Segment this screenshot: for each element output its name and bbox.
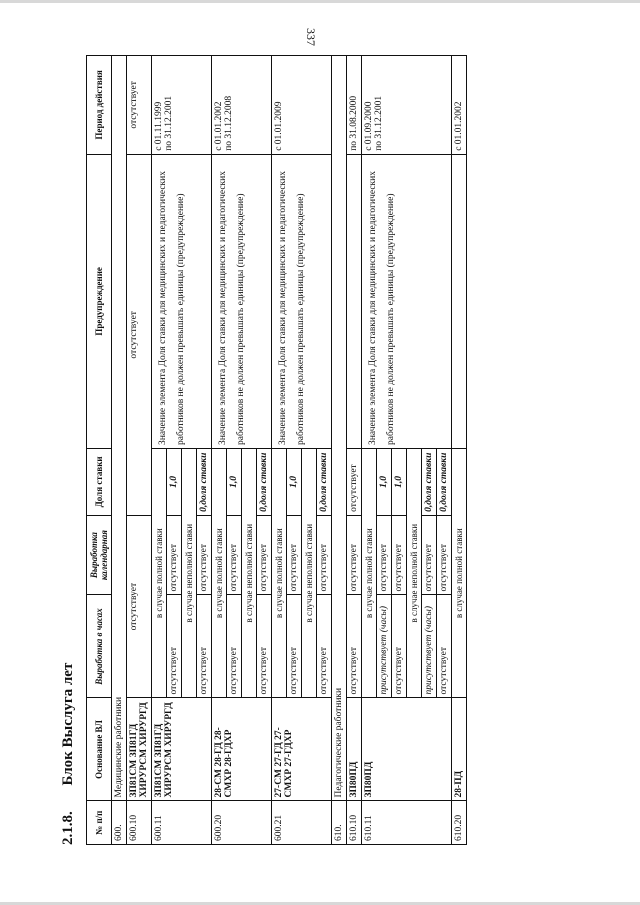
- header-warning: Предупреждение: [87, 154, 112, 448]
- table-cell: в случае полной ставки: [452, 448, 467, 698]
- table-cell: отсутствует: [167, 515, 182, 595]
- period-from: с 01.01.2002: [214, 101, 224, 151]
- table-cell: с 01.01.2002: [452, 56, 467, 155]
- table-cell: 610.20: [452, 801, 467, 845]
- table-cell: 1,0: [377, 448, 392, 515]
- table-cell: [152, 56, 212, 155]
- table-cell: в случае неполной ставки: [242, 448, 257, 698]
- table-cell: ЗП80ПД: [347, 698, 362, 801]
- table-cell: 27-СМ 27-ГД 27-СМХР 27-ГДХР: [272, 698, 332, 801]
- table-cell: в случае неполной ставки: [407, 448, 422, 698]
- period-from: с 01.09.2000: [364, 101, 374, 151]
- section-heading: [60, 663, 77, 845]
- table-cell: 600.: [112, 801, 127, 845]
- header-num: № п/п: [87, 801, 112, 845]
- table-cell: Значение элемента Доля ставки для медицинских и педагогических работников не должен превышать единицы (предупреждение): [362, 154, 452, 448]
- table-cell: в случае полной ставки: [152, 448, 167, 698]
- header-rate: Доля ставки: [87, 448, 112, 515]
- section-number: 2.1.8.: [60, 811, 76, 845]
- table-cell: Значение элемента Доля ставки для медицинских и педагогических работников не должен превышать единицы (предупреждение): [212, 154, 272, 448]
- period-from: с 01.11.1999: [154, 101, 164, 151]
- table-cell: отсутствует: [127, 154, 152, 515]
- period-to: по 31.12.2008: [224, 95, 234, 151]
- header-period: Период действия: [87, 56, 112, 155]
- group-row-medical: [112, 56, 127, 845]
- table-cell: Значение элемента Доля ставки для медицинских и педагогических работников не должен превышать единицы (предупреждение): [272, 154, 332, 448]
- table-cell: 610.11: [362, 801, 452, 845]
- group-row-teachers: [332, 56, 347, 845]
- table-cell: присутствует (часы): [422, 595, 437, 698]
- table-cell: Медицинские работники: [112, 56, 127, 801]
- table-cell: отсутствует: [227, 515, 242, 595]
- table-cell: отсутствует: [127, 515, 152, 698]
- table-cell: [347, 154, 362, 448]
- table-cell: отсутствует: [392, 595, 407, 698]
- table-cell: [212, 56, 272, 155]
- table-cell: отсутствует: [287, 595, 302, 698]
- table-cell: 610.10: [347, 801, 362, 845]
- table-cell: 0,доля ставки: [257, 448, 272, 515]
- table-cell: отсутствует: [127, 56, 152, 155]
- table-cell: 1,0: [167, 448, 182, 515]
- table-cell: 1,0: [227, 448, 242, 515]
- seniority-table: [86, 55, 467, 845]
- table-cell: ЗП81СМ ЗП81ГД ХИРУРСМ ХИРУРГД: [127, 698, 152, 801]
- table-cell: 600.20: [212, 801, 272, 845]
- header-basis: Основание ВЛ: [87, 698, 112, 801]
- table-cell: 1,0: [287, 448, 302, 515]
- table-cell: 600.10: [127, 801, 152, 845]
- table-row: [152, 56, 167, 845]
- table-cell: 0,доля ставки: [197, 448, 212, 515]
- table-cell: 610.: [332, 801, 347, 845]
- table-cell: 0,доля ставки: [317, 448, 332, 515]
- table-cell: отсутствует: [257, 595, 272, 698]
- table-cell: в случае полной ставки: [362, 448, 377, 698]
- table-cell: отсутствует: [197, 515, 212, 595]
- table-cell: [452, 154, 467, 448]
- table-cell: 28-ПД: [452, 698, 467, 801]
- table-header-row: [87, 56, 112, 845]
- table-cell: отсутствует: [257, 515, 272, 595]
- table-cell: 1,0: [392, 448, 407, 515]
- table-cell: ЗП81СМ ЗП81ГД ХИРУРСМ ХИРУРГД: [152, 698, 212, 801]
- header-hours: Выработка в часах: [87, 595, 112, 698]
- table-cell: присутствует (часы): [377, 595, 392, 698]
- table-cell: 600.21: [272, 801, 332, 845]
- table-cell: отсутствует: [197, 595, 212, 698]
- table-cell: 600.11: [152, 801, 212, 845]
- table-cell: отсутствует: [317, 515, 332, 595]
- table-cell: 28-СМ 28-ГД 28-СМХР 28-ГДХР: [212, 698, 272, 801]
- table-cell: отсутствует: [437, 595, 452, 698]
- table-row: [272, 56, 287, 845]
- header-calendar: Выработка календарная: [87, 515, 112, 595]
- table-cell: с 01.01.2009: [272, 56, 332, 155]
- table-cell: 0,доля ставки: [422, 448, 437, 515]
- table-cell: в случае неполной ставки: [302, 448, 317, 698]
- table-row: [347, 56, 362, 845]
- scan-edge-top: [0, 0, 640, 3]
- period-to: по 31.12.2001: [374, 95, 384, 151]
- table-cell: в случае полной ставки: [212, 448, 227, 698]
- table-cell: отсутствует: [167, 595, 182, 698]
- table-cell: отсутствует: [437, 515, 452, 595]
- table-cell: отсутствует: [287, 515, 302, 595]
- table-cell: отсутствует: [347, 595, 362, 698]
- table-row: [127, 56, 152, 845]
- table-cell: отсутствует: [422, 515, 437, 595]
- table-cell: ЗП80ПД: [362, 698, 452, 801]
- table-cell: отсутствует: [317, 595, 332, 698]
- table-row: [212, 56, 227, 845]
- table-cell: 0,доля ставки: [437, 448, 452, 515]
- period-to: по 31.12.2001: [164, 95, 174, 151]
- table-cell: отсутствует: [377, 515, 392, 595]
- table-cell: отсутствует: [227, 595, 242, 698]
- table-row: [452, 56, 467, 845]
- table-cell: по 31.08.2000: [347, 56, 362, 155]
- table-cell: [362, 56, 452, 155]
- table-cell: отсутствует: [392, 515, 407, 595]
- table-cell: отсутствует: [347, 448, 362, 515]
- page-number: 337: [304, 28, 318, 46]
- table-cell: в случае неполной ставки: [182, 448, 197, 698]
- section-title: Блок Выслуга лет: [60, 662, 76, 786]
- table-row: [362, 56, 377, 845]
- table-cell: Значение элемента Доля ставки для медицинских и педагогических работников не должен превышать единицы (предупреждение): [152, 154, 212, 448]
- table-cell: в случае полной ставки: [272, 448, 287, 698]
- rotated-page-content: [60, 55, 580, 845]
- table-cell: отсутствует: [347, 515, 362, 595]
- table-cell: Педагогические работники: [332, 56, 347, 801]
